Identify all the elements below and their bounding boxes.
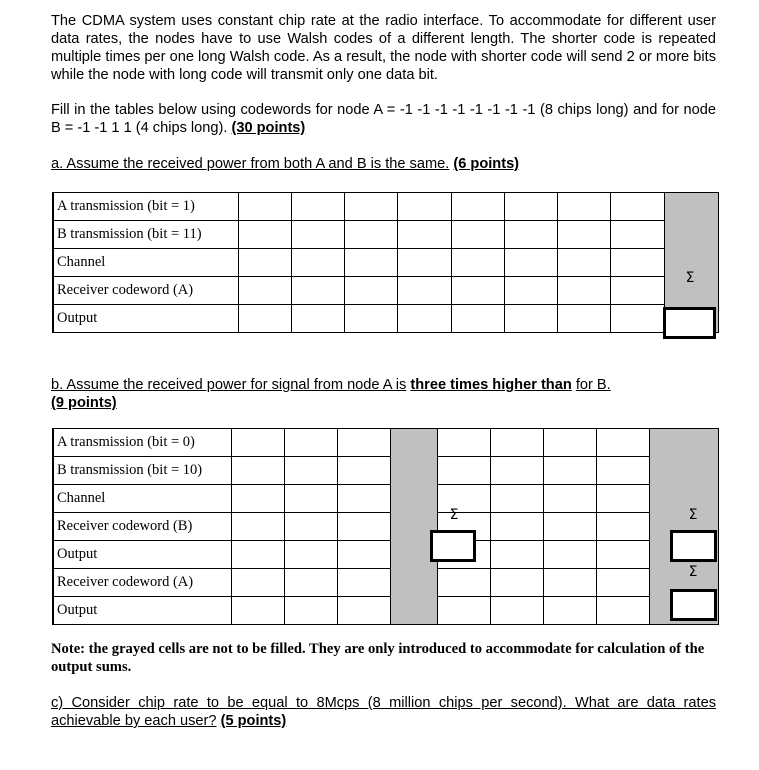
cell[interactable] [543, 429, 596, 457]
table-row [53, 221, 718, 249]
cell[interactable] [284, 597, 337, 625]
cell[interactable] [291, 221, 344, 249]
table-row [53, 429, 718, 457]
cell[interactable] [231, 429, 284, 457]
cell[interactable] [238, 221, 291, 249]
sigma-symbol-total-a: Σ [688, 564, 698, 580]
table-row [53, 457, 718, 485]
cell[interactable] [344, 305, 397, 333]
cell[interactable] [238, 193, 291, 221]
table-row [53, 305, 718, 333]
cell[interactable] [596, 429, 649, 457]
cell[interactable] [291, 193, 344, 221]
cell[interactable] [451, 221, 504, 249]
cell[interactable] [543, 569, 596, 597]
cell[interactable] [437, 597, 490, 625]
cell[interactable] [238, 305, 291, 333]
output-sum-box-total-b[interactable] [670, 530, 717, 562]
cell[interactable] [596, 513, 649, 541]
cell[interactable] [557, 193, 610, 221]
output-sum-box-total-a[interactable] [670, 589, 717, 621]
cell[interactable] [291, 305, 344, 333]
cell[interactable] [490, 513, 543, 541]
cell[interactable] [231, 485, 284, 513]
cell[interactable] [337, 569, 390, 597]
cell[interactable] [557, 249, 610, 277]
cell[interactable] [344, 221, 397, 249]
cell[interactable] [397, 221, 451, 249]
cell[interactable] [557, 277, 610, 305]
table-row [53, 597, 718, 625]
table-row [53, 541, 718, 569]
sigma-symbol-total-b: Σ [688, 507, 698, 523]
table-row [53, 193, 718, 221]
table-row [53, 513, 718, 541]
cell[interactable] [596, 569, 649, 597]
cell[interactable] [337, 541, 390, 569]
cell[interactable] [543, 597, 596, 625]
table-row [53, 485, 718, 513]
cell[interactable] [610, 221, 664, 249]
output-sum-box-b[interactable] [430, 530, 476, 562]
row-label: B transmission (bit = 11) [53, 221, 238, 249]
cell[interactable] [238, 249, 291, 277]
cell[interactable] [504, 305, 557, 333]
cell[interactable] [284, 457, 337, 485]
cell[interactable] [543, 485, 596, 513]
cell[interactable] [543, 457, 596, 485]
cell[interactable] [451, 193, 504, 221]
cell[interactable] [596, 597, 649, 625]
cell[interactable] [504, 221, 557, 249]
cell[interactable] [557, 221, 610, 249]
row-label: B transmission (bit = 10) [53, 457, 231, 485]
cell[interactable] [504, 193, 557, 221]
table-part-a [52, 192, 719, 333]
row-label: Output [53, 305, 238, 333]
cell[interactable] [291, 249, 344, 277]
cell[interactable] [231, 513, 284, 541]
row-label: Receiver codeword (B) [53, 513, 231, 541]
part-b-heading [51, 376, 716, 412]
cell[interactable] [284, 485, 337, 513]
cell[interactable] [337, 429, 390, 457]
cell[interactable] [490, 429, 543, 457]
row-label: Output [53, 541, 231, 569]
cell[interactable] [610, 277, 664, 305]
cell[interactable] [451, 249, 504, 277]
cell[interactable] [437, 457, 490, 485]
cell[interactable] [284, 513, 337, 541]
sigma-symbol: Σ [685, 270, 695, 286]
cell[interactable] [231, 597, 284, 625]
row-label: A transmission (bit = 0) [53, 429, 231, 457]
cell[interactable] [437, 429, 490, 457]
cell[interactable] [437, 569, 490, 597]
note-text: Note: the grayed cells are not to be filled. They are only introduced to accommodate for calculation of the output sums. [51, 641, 705, 675]
part-b-heading-suffix: for B. [575, 377, 611, 393]
row-label: A transmission (bit = 1) [53, 193, 238, 221]
cell[interactable] [337, 485, 390, 513]
row-label: Output [53, 597, 231, 625]
cell[interactable] [344, 277, 397, 305]
cell[interactable] [490, 569, 543, 597]
fill-instructions-text: Fill in the tables below using codewords for node A = -1 -1 -1 -1 -1 -1 -1 -1 (8 chips long) and for node B = -1 -1 1 1 (4 chips long). [51, 102, 716, 136]
cell[interactable] [284, 429, 337, 457]
cell[interactable] [231, 541, 284, 569]
table-part-b [52, 428, 719, 625]
cell[interactable] [337, 597, 390, 625]
row-label: Receiver codeword (A) [53, 277, 238, 305]
part-c-heading-text: c) Consider chip rate to be equal to 8Mcps (8 million chips per second). What are data rates achievable by each user? [51, 695, 716, 729]
cell[interactable] [596, 457, 649, 485]
row-label: Receiver codeword (A) [53, 569, 231, 597]
cell[interactable] [490, 597, 543, 625]
cell[interactable] [451, 305, 504, 333]
cell[interactable] [610, 193, 664, 221]
cell[interactable] [337, 513, 390, 541]
table-row [53, 569, 718, 597]
part-b-heading-prefix: b. Assume the received power for signal from node A is [51, 377, 407, 393]
part-c-points: (5 points) [220, 713, 287, 729]
part-a-heading-text: a. Assume the received power from both A and B is the same. [51, 156, 450, 172]
cell[interactable] [231, 569, 284, 597]
part-b-points: (9 points) [51, 395, 117, 411]
cell[interactable] [610, 305, 664, 333]
cell[interactable] [543, 541, 596, 569]
row-label: Channel [53, 249, 238, 277]
part-a-heading [51, 155, 716, 173]
cell[interactable] [543, 513, 596, 541]
table-row [53, 277, 718, 305]
cell[interactable] [397, 193, 451, 221]
cell[interactable] [397, 305, 451, 333]
row-label: Channel [53, 485, 231, 513]
cell[interactable] [337, 457, 390, 485]
cell[interactable] [231, 457, 284, 485]
fill-instructions [51, 101, 716, 137]
cell[interactable] [397, 277, 451, 305]
cell[interactable] [238, 277, 291, 305]
cell[interactable] [490, 485, 543, 513]
cell[interactable] [490, 457, 543, 485]
part-b-heading-emph: three times higher than [410, 377, 572, 393]
output-sum-box[interactable] [663, 307, 716, 339]
intro-paragraph: The CDMA system uses constant chip rate at the radio interface. To accommodate for different user data rates, the nodes have to use Walsh codes of a different length. The shorter code is repeated multiple times per one long Walsh code. As a result, the node with shorter code will send 2 or more bits while the node with long code will transmit only one data bit. [51, 13, 716, 83]
table-row [53, 249, 718, 277]
cell[interactable] [596, 485, 649, 513]
cell[interactable] [291, 277, 344, 305]
sigma-symbol-b: Σ [449, 507, 459, 523]
cell[interactable] [504, 277, 557, 305]
cell[interactable] [284, 541, 337, 569]
part-a-points: (6 points) [453, 156, 520, 172]
cell[interactable] [344, 193, 397, 221]
cell[interactable] [557, 305, 610, 333]
cell[interactable] [397, 249, 451, 277]
fill-points: (30 points) [231, 120, 306, 136]
cell[interactable] [451, 277, 504, 305]
cell[interactable] [610, 249, 664, 277]
part-c-heading [51, 694, 716, 730]
cell[interactable] [596, 541, 649, 569]
cell[interactable] [504, 249, 557, 277]
cell[interactable] [344, 249, 397, 277]
cell[interactable] [490, 541, 543, 569]
gray-sum-column-b [390, 429, 437, 625]
cell[interactable] [284, 569, 337, 597]
